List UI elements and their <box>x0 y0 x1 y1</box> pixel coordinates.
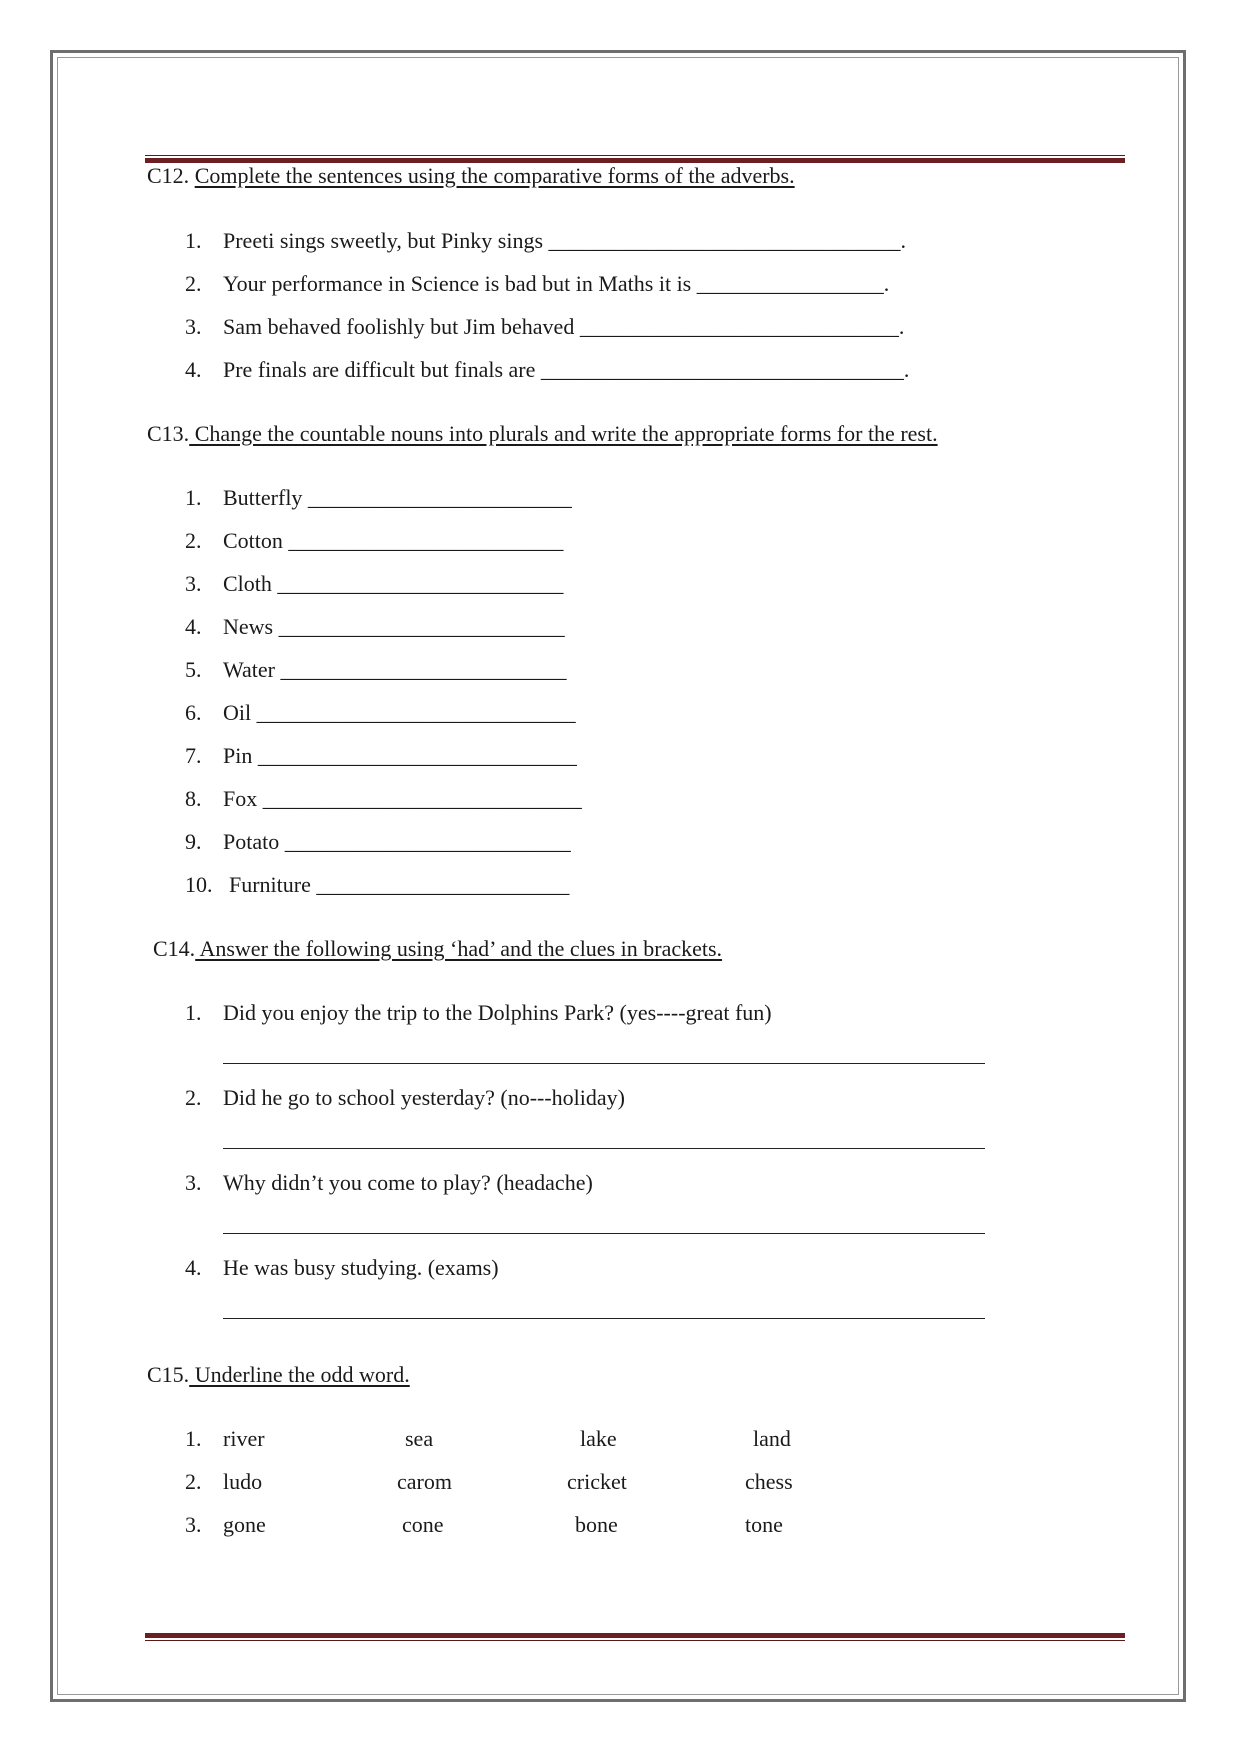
item-number: 5. <box>185 657 202 682</box>
item-number: 2. <box>185 1469 202 1494</box>
item-text: News __________________________ <box>223 614 565 639</box>
item-text: Butterfly ________________________ <box>223 485 572 510</box>
item-number: 2. <box>185 271 202 296</box>
word-option[interactable]: land <box>753 1426 791 1451</box>
item-text: Furniture _______________________ <box>229 872 570 897</box>
section-c12-heading <box>147 163 795 189</box>
section-code: C14. <box>153 936 196 961</box>
item-text: Fox _____________________________ <box>223 786 582 811</box>
item-number: 1. <box>185 485 202 510</box>
footer-rule <box>145 1633 1125 1641</box>
word-option[interactable]: chess <box>745 1469 793 1494</box>
section-title: Underline the odd word. <box>189 1362 410 1387</box>
item-text: Your performance in Science is bad but in Maths it is _________________. <box>223 271 890 296</box>
word-option[interactable]: cone <box>402 1512 444 1537</box>
item-number: 10. <box>185 872 213 897</box>
item-number: 3. <box>185 1170 202 1195</box>
item-number: 4. <box>185 1255 202 1280</box>
word-option[interactable]: cricket <box>567 1469 627 1494</box>
item-number: 4. <box>185 357 202 382</box>
item-number: 9. <box>185 829 202 854</box>
item-text: Sam behaved foolishly but Jim behaved _____________________________. <box>223 314 905 339</box>
question-text: He was busy studying. (exams) <box>223 1255 499 1280</box>
answer-line[interactable] <box>223 1148 985 1149</box>
item-number: 6. <box>185 700 202 725</box>
word-option[interactable]: bone <box>575 1512 618 1537</box>
item-text: Potato __________________________ <box>223 829 571 854</box>
item-number: 7. <box>185 743 202 768</box>
question-text: Why didn’t you come to play? (headache) <box>223 1170 593 1195</box>
item-text: Cotton _________________________ <box>223 528 564 553</box>
item-number: 1. <box>185 1000 202 1025</box>
word-option[interactable]: sea <box>405 1426 434 1451</box>
section-code: C12. <box>147 163 190 188</box>
item-text: Oil _____________________________ <box>223 700 576 725</box>
word-option[interactable]: gone <box>223 1512 266 1537</box>
item-text: Preeti sings sweetly, but Pinky sings ________________________________. <box>223 228 907 253</box>
section-code: C13. <box>147 421 190 446</box>
header-rule <box>145 155 1125 163</box>
item-text: Water __________________________ <box>223 657 567 682</box>
word-option[interactable]: tone <box>745 1512 783 1537</box>
section-title: Change the countable nouns into plurals and write the appropriate forms for the rest. <box>189 421 938 446</box>
item-number: 4. <box>185 614 202 639</box>
item-number: 1. <box>185 1426 202 1451</box>
word-option[interactable]: carom <box>397 1469 452 1494</box>
item-number: 2. <box>185 528 202 553</box>
section-c13-heading <box>147 421 938 447</box>
section-c14-heading <box>153 936 722 962</box>
item-text: Pre finals are difficult but finals are _________________________________. <box>223 357 910 382</box>
answer-line[interactable] <box>223 1318 985 1319</box>
item-number: 3. <box>185 314 202 339</box>
section-code: C15. <box>147 1362 190 1387</box>
section-c15-heading <box>147 1362 410 1388</box>
word-option[interactable]: lake <box>580 1426 617 1451</box>
word-option[interactable]: river <box>223 1426 265 1451</box>
section-title: Answer the following using ‘had’ and the clues in brackets. <box>195 936 723 961</box>
item-number: 3. <box>185 571 202 596</box>
item-text: Cloth __________________________ <box>223 571 564 596</box>
item-number: 1. <box>185 228 202 253</box>
item-number: 3. <box>185 1512 202 1537</box>
section-title: Complete the sentences using the comparative forms of the adverbs. <box>194 163 795 188</box>
answer-line[interactable] <box>223 1063 985 1064</box>
question-text: Did he go to school yesterday? (no---holiday) <box>223 1085 625 1110</box>
answer-line[interactable] <box>223 1233 985 1234</box>
word-option[interactable]: ludo <box>223 1469 263 1494</box>
question-text: Did you enjoy the trip to the Dolphins Park? (yes----great fun) <box>223 1000 772 1025</box>
item-number: 8. <box>185 786 202 811</box>
item-text: Pin _____________________________ <box>223 743 577 768</box>
item-number: 2. <box>185 1085 202 1110</box>
